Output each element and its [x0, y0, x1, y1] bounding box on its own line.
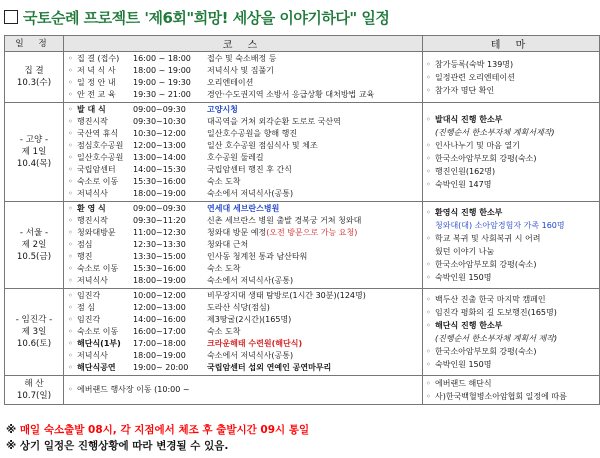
theme-text: 발대식 진행 한소부 — [435, 115, 503, 124]
course-detail — [207, 65, 422, 77]
bullet-icon: ◦ — [68, 216, 73, 225]
course-activity: 임진각 — [77, 315, 101, 324]
theme-cell — [423, 103, 600, 202]
bullet-icon: ◦ — [68, 54, 73, 63]
course-detail-text: 고양시청 — [207, 105, 238, 114]
course-detail — [207, 350, 422, 362]
course-time: 16:00 ~ 18:00 — [133, 54, 191, 63]
bullet-icon: ◦ — [68, 117, 73, 126]
theme-line — [426, 319, 599, 332]
course-line — [68, 227, 422, 239]
course-time: 11:00~12:30 — [133, 228, 186, 237]
theme-line — [426, 358, 599, 371]
day-label-line: 10.4(목) — [16, 159, 52, 169]
course-detail-text: 대곡역을 거쳐 외각순환 도로로 국산역 — [207, 117, 341, 126]
course-activity: 일 정 안 내 — [77, 78, 116, 87]
course-time: 09:30~10:30 — [133, 117, 186, 126]
course-detail — [207, 227, 422, 239]
day-label-line: - 임진각 - — [15, 315, 53, 325]
theme-text: 인사나누기 및 마음 열기 — [435, 141, 520, 150]
theme-line — [426, 84, 599, 97]
course-cell — [64, 289, 423, 376]
course-time: 19:00 ~ 19:30 — [133, 78, 191, 87]
theme-line — [426, 245, 599, 258]
course-detail-text: 오리엔테이션 — [207, 78, 254, 87]
day-label-line: 제 2일 — [21, 240, 47, 250]
course-cell — [64, 103, 423, 202]
course-detail — [207, 362, 422, 374]
course-detail-text: 도라산 식당(점심) — [207, 303, 270, 312]
theme-line — [426, 152, 599, 165]
bullet-icon: ◦ — [68, 315, 73, 324]
note-text: 상기 일정은 진행상황에 따라 변경될 수 있음. — [19, 440, 229, 452]
course-line — [68, 338, 422, 350]
day-label-line: 해 산 — [24, 379, 44, 389]
course-time: 09:30~11:20 — [133, 216, 186, 225]
theme-text: 한국소아암부모회 강평(숙소) — [435, 260, 537, 269]
course-detail — [207, 53, 422, 65]
theme-text: 환영식 진행 한소부 — [435, 208, 503, 217]
course-activity: 행진 — [77, 252, 93, 261]
bullet-icon: ◦ — [426, 295, 431, 304]
theme-line — [426, 332, 599, 345]
theme-line — [426, 345, 599, 358]
course-detail — [207, 251, 422, 263]
day-label-cell — [5, 376, 64, 405]
theme-cell — [423, 202, 600, 289]
bullet-icon: ◦ — [68, 105, 73, 114]
day-label-cell — [5, 289, 64, 376]
course-lines — [64, 103, 422, 201]
course-detail — [207, 116, 422, 128]
theme-text: 숙박인원 147명 — [435, 180, 492, 189]
bullet-icon: ◦ — [426, 59, 431, 69]
bullet-icon: ◦ — [68, 153, 73, 162]
course-lines — [64, 289, 422, 375]
bullet-icon: ◦ — [68, 141, 73, 150]
course-activity: 숙소로 이동 — [77, 264, 119, 273]
bullet-icon: ◦ — [68, 252, 73, 261]
course-line — [68, 362, 422, 374]
course-line — [68, 275, 422, 287]
course-line — [68, 350, 422, 362]
course-detail-text: 일산 호수공원 점심식사 및 체조 — [207, 141, 318, 150]
bullet-icon: ◦ — [68, 129, 73, 138]
note-mark-icon: ※ — [6, 440, 17, 452]
course-activity: 행진시작 — [77, 216, 108, 225]
day-label-line: - 서울 - — [19, 228, 49, 238]
course-time: 15:30~16:00 — [133, 177, 186, 186]
theme-text: (진행순서 한소부자체 계획서제작) — [435, 128, 555, 137]
bullet-icon: ◦ — [426, 260, 431, 269]
day-label-line: 제 1일 — [21, 147, 47, 157]
course-line — [68, 152, 422, 164]
day-label-line: 제 3일 — [21, 327, 47, 337]
course-line — [68, 89, 422, 101]
course-activity: 숙소로 이동 — [77, 177, 119, 186]
day-label-line: 10.3(수) — [16, 78, 52, 88]
course-detail-text: 숙소 도착 — [207, 177, 241, 186]
bullet-icon: ◦ — [426, 379, 431, 388]
course-activity: 안 전 교 육 — [77, 90, 116, 99]
day-row — [5, 103, 600, 202]
course-detail-text: 크라운해태 수련원(해단식) — [207, 339, 303, 348]
theme-line — [426, 232, 599, 245]
theme-text: 백두산 진출 한국 마지막 캠페인 — [435, 295, 546, 304]
theme-line — [426, 219, 599, 232]
course-detail — [207, 290, 422, 302]
course-detail — [207, 164, 422, 176]
course-line — [68, 77, 422, 89]
theme-line — [426, 377, 599, 390]
theme-line — [426, 178, 599, 191]
theme-cell — [423, 52, 600, 103]
bullet-icon: ◦ — [68, 228, 73, 237]
course-detail — [207, 77, 422, 89]
course-time: 12:00~13:00 — [133, 303, 186, 312]
bullet-icon: ◦ — [68, 264, 73, 273]
course-detail-text: 비무장지대 생태 탐방로(1시간 30분)(124명) — [207, 291, 366, 300]
theme-text: 사)한국백혈병소아암협회 일정에 따름 — [435, 392, 567, 401]
bullet-icon: ◦ — [426, 72, 431, 82]
course-detail-text: 제3땅굴(2시간)(165명) — [207, 315, 292, 324]
course-activity: 저녁식사 — [77, 276, 108, 285]
course-detail — [207, 263, 422, 275]
bullet-icon: ◦ — [68, 189, 73, 198]
theme-text: 행진인원(162명) — [435, 167, 496, 176]
course-time: 14:00~16:00 — [133, 315, 186, 324]
course-time: 13:00~14:00 — [133, 153, 186, 162]
course-line — [68, 263, 422, 275]
header-course: 코 스 — [64, 36, 423, 52]
schedule-table — [4, 35, 600, 405]
course-line — [68, 53, 422, 65]
bullet-icon: ◦ — [426, 347, 431, 356]
day-row — [5, 376, 600, 405]
day-label-cell — [5, 202, 64, 289]
course-detail-text: 경안·수도권지역 소방서 응급상황 대처방법 교육 — [207, 90, 375, 99]
course-detail-note: (오전 방문으로 가능 요청) — [266, 228, 358, 237]
theme-lines — [423, 112, 599, 192]
theme-text: 숙박인원 150명 — [435, 360, 492, 369]
course-activity: 집 결 (접수) — [77, 54, 120, 63]
note-mark-icon: ※ — [6, 424, 17, 436]
course-time: 10:30~12:00 — [133, 129, 186, 138]
course-time: 18:00 ~ 19:00 — [133, 66, 191, 75]
course-time: 19:30 ~ 21:00 — [133, 90, 191, 99]
day-label-line: 10.6(토) — [16, 339, 52, 349]
course-line — [68, 290, 422, 302]
course-detail-text: 국립암센터 행진 후 간식 — [207, 165, 292, 174]
bullet-icon: ◦ — [68, 90, 73, 99]
course-cell — [64, 202, 423, 289]
course-activity: 국립암센터 — [77, 165, 116, 174]
course-detail-text: 인사동 청계천 통과 남산타워 — [207, 252, 308, 261]
header-schedule: 일 정 — [5, 36, 64, 52]
course-line — [68, 251, 422, 263]
course-time: 14:00~15:30 — [133, 165, 186, 174]
bullet-icon: ◦ — [68, 327, 73, 336]
course-time: 10:00~12:00 — [133, 291, 186, 300]
course-activity: 저녁식사 — [77, 189, 108, 198]
bullet-icon: ◦ — [68, 303, 73, 312]
theme-line — [426, 293, 599, 306]
course-activity: 청와대방문 — [77, 228, 116, 237]
bullet-icon: ◦ — [68, 177, 73, 186]
course-time: 12:00~13:00 — [133, 141, 186, 150]
course-lines — [64, 202, 422, 288]
course-activity: 해단식(1부) — [77, 339, 121, 348]
course-detail-text: 저녁식사 및 짐풀기 — [207, 66, 274, 75]
theme-cell — [423, 376, 600, 405]
bullet-icon: ◦ — [68, 78, 73, 87]
theme-text: 한국소아암부모회 강평(숙소) — [435, 154, 537, 163]
bullet-icon: ◦ — [68, 240, 73, 249]
theme-text: 학교 복귀 및 사회복귀 시 어려 — [435, 234, 541, 243]
theme-line — [426, 71, 599, 84]
course-detail — [207, 203, 422, 215]
course-activity: 일산호수공원 — [77, 153, 124, 162]
theme-line — [426, 126, 599, 139]
theme-line — [426, 165, 599, 178]
day-label-line: 집 결 — [24, 66, 44, 76]
course-detail-text: 일산호수공원을 향해 행진 — [207, 129, 298, 138]
course-line — [68, 384, 422, 396]
bullet-icon: ◦ — [68, 385, 73, 394]
theme-line — [426, 113, 599, 126]
theme-text: 한국소아암부모회 강평(숙소) — [435, 347, 537, 356]
course-lines — [64, 52, 422, 102]
course-detail-text: 숙소 도착 — [207, 264, 241, 273]
theme-text: 해단식 진행 한소부 — [435, 321, 503, 330]
course-line — [68, 326, 422, 338]
theme-text: 웠던 이야기 나눔 — [435, 247, 495, 256]
course-detail — [207, 338, 422, 350]
course-detail-text: 청와대 근처 — [207, 240, 249, 249]
course-detail-text: 숙소에서 저녁식사(공통) — [207, 351, 294, 360]
theme-line — [426, 390, 599, 403]
course-activity: 환 영 식 — [77, 204, 106, 213]
bullet-icon: ◦ — [426, 308, 431, 317]
bullet-icon: ◦ — [426, 360, 431, 369]
theme-line — [426, 206, 599, 219]
course-activity: 발 대 식 — [77, 105, 106, 114]
course-activity: 저 녁 식 사 — [77, 66, 116, 75]
theme-lines — [423, 205, 599, 285]
course-detail-text: 청와대 방문 예정 — [207, 228, 267, 237]
theme-line — [426, 58, 599, 71]
theme-cell — [423, 289, 600, 376]
course-activity: 점심 — [77, 240, 93, 249]
course-detail-text: 연세대 세브란스병원 — [207, 204, 280, 213]
theme-line — [426, 139, 599, 152]
theme-lines — [423, 376, 599, 404]
course-detail-text: 숙소 도착 — [207, 327, 241, 336]
course-detail — [207, 89, 422, 101]
course-detail-text: 호수공원 둘레길 — [207, 153, 264, 162]
bullet-icon: ◦ — [426, 154, 431, 163]
course-time: 13:30~15:00 — [133, 252, 186, 261]
checkbox-icon — [4, 10, 18, 24]
course-line — [68, 140, 422, 152]
course-time: 15:30~16:00 — [133, 264, 186, 273]
header-theme: 테 마 — [423, 36, 600, 52]
day-row — [5, 202, 600, 289]
course-time: 16:00~17:00 — [133, 327, 186, 336]
day-label-line: 10.5(금) — [16, 252, 52, 262]
course-detail — [207, 275, 422, 287]
course-line — [68, 104, 422, 116]
course-time: 09:00~09:30 — [133, 105, 186, 114]
bullet-icon: ◦ — [426, 167, 431, 176]
course-line — [68, 215, 422, 227]
theme-text: 임진각 평화의 길 도보행진(165명) — [435, 308, 557, 317]
course-detail-text: 국립암센터 섭외 연예인 공연마무리 — [207, 363, 332, 372]
bullet-icon: ◦ — [426, 115, 431, 124]
bullet-icon: ◦ — [68, 66, 73, 75]
bullet-icon: ◦ — [426, 234, 431, 243]
bullet-icon: ◦ — [426, 141, 431, 150]
bullet-icon: ◦ — [426, 321, 431, 330]
theme-text: (진행순서 한소부자체 계획서 제작) — [435, 334, 558, 343]
theme-text: 참가등록(숙박 139명) — [435, 59, 514, 69]
theme-line — [426, 306, 599, 319]
theme-line — [426, 258, 599, 271]
course-detail-text: 숙소에서 저녁식사(공통) — [207, 189, 294, 198]
course-time: 17:00~18:00 — [133, 339, 186, 348]
course-detail — [207, 104, 422, 116]
course-time: 09:00~09:30 — [133, 204, 186, 213]
course-time: 18:00~19:00 — [133, 351, 186, 360]
course-detail — [207, 215, 422, 227]
bullet-icon: ◦ — [426, 180, 431, 189]
course-activity: 점심호수공원 — [77, 141, 124, 150]
note-text: 매일 숙소출발 08시, 각 지점에서 체조 후 출발시간 09시 통일 — [19, 424, 310, 436]
course-activity: 국산역 휴식 — [77, 129, 119, 138]
course-activity: 해단식공연 — [77, 363, 116, 372]
course-activity: 에버랜드 행사장 이동 (10:00 ~ — [77, 385, 190, 394]
bullet-icon: ◦ — [426, 208, 431, 217]
theme-text: 일정관련 오리엔테이션 — [435, 72, 515, 82]
bullet-icon: ◦ — [68, 165, 73, 174]
theme-text: 참가자 명단 확인 — [435, 85, 495, 95]
course-time: 18:00~19:00 — [133, 189, 186, 198]
course-detail — [207, 326, 422, 338]
bullet-icon: ◦ — [68, 351, 73, 360]
bullet-icon: ◦ — [68, 363, 73, 372]
footnote — [6, 438, 228, 453]
course-line — [68, 116, 422, 128]
page-title — [4, 4, 389, 30]
course-line — [68, 188, 422, 200]
course-detail — [207, 314, 422, 326]
day-label-line: - 고양 - — [19, 135, 49, 145]
course-detail — [207, 302, 422, 314]
day-label-cell — [5, 52, 64, 103]
bullet-icon: ◦ — [68, 204, 73, 213]
course-time: 19:00~ 20:00 — [133, 363, 189, 372]
course-detail-text: 접수 및 숙소배정 등 — [207, 54, 277, 63]
theme-text: 에버랜드 해단식 — [435, 379, 492, 388]
course-activity: 점 심 — [77, 303, 95, 312]
bullet-icon: ◦ — [426, 392, 431, 401]
course-cell — [64, 376, 423, 405]
course-line — [68, 203, 422, 215]
course-line — [68, 314, 422, 326]
course-detail-text: 신촌 세브란스 병원 출발 경복궁 거쳐 청와대 — [207, 216, 362, 225]
course-line — [68, 176, 422, 188]
course-detail-text: 숙소에서 저녁식사(공통) — [207, 276, 294, 285]
day-label-line: 10.7(일) — [16, 391, 52, 401]
course-detail — [207, 188, 422, 200]
bullet-icon: ◦ — [426, 85, 431, 95]
day-row — [5, 289, 600, 376]
course-detail — [207, 140, 422, 152]
course-detail — [207, 239, 422, 251]
theme-line — [426, 271, 599, 284]
course-detail — [207, 176, 422, 188]
course-line — [68, 128, 422, 140]
theme-lines — [423, 292, 599, 372]
course-cell — [64, 52, 423, 103]
theme-text: 청와대(대) 소아암경험자 가족 160명 — [435, 221, 565, 230]
bullet-icon: ◦ — [68, 276, 73, 285]
day-row — [5, 52, 600, 103]
day-label-cell — [5, 103, 64, 202]
theme-text: 숙박인원 150명 — [435, 273, 492, 282]
bullet-icon: ◦ — [68, 339, 73, 348]
course-line — [68, 164, 422, 176]
course-line — [68, 239, 422, 251]
bullet-icon: ◦ — [68, 291, 73, 300]
course-activity: 행진시작 — [77, 117, 108, 126]
course-time: 18:00~19:00 — [133, 276, 186, 285]
course-activity: 숙소로 이동 — [77, 327, 119, 336]
course-activity: 임진각 — [77, 291, 101, 300]
course-lines — [64, 383, 422, 397]
course-line — [68, 302, 422, 314]
course-activity: 저녁식사 — [77, 351, 108, 360]
title-text: 국토순례 프로젝트 '제6회"희망! 세상을 이야기하다" 일정 — [23, 8, 390, 27]
course-time: 12:30~13:30 — [133, 240, 186, 249]
course-detail — [207, 152, 422, 164]
table-header-row — [5, 36, 600, 52]
course-line — [68, 65, 422, 77]
course-detail — [207, 128, 422, 140]
theme-lines — [423, 57, 599, 98]
bullet-icon: ◦ — [426, 273, 431, 282]
footnote — [6, 422, 309, 437]
